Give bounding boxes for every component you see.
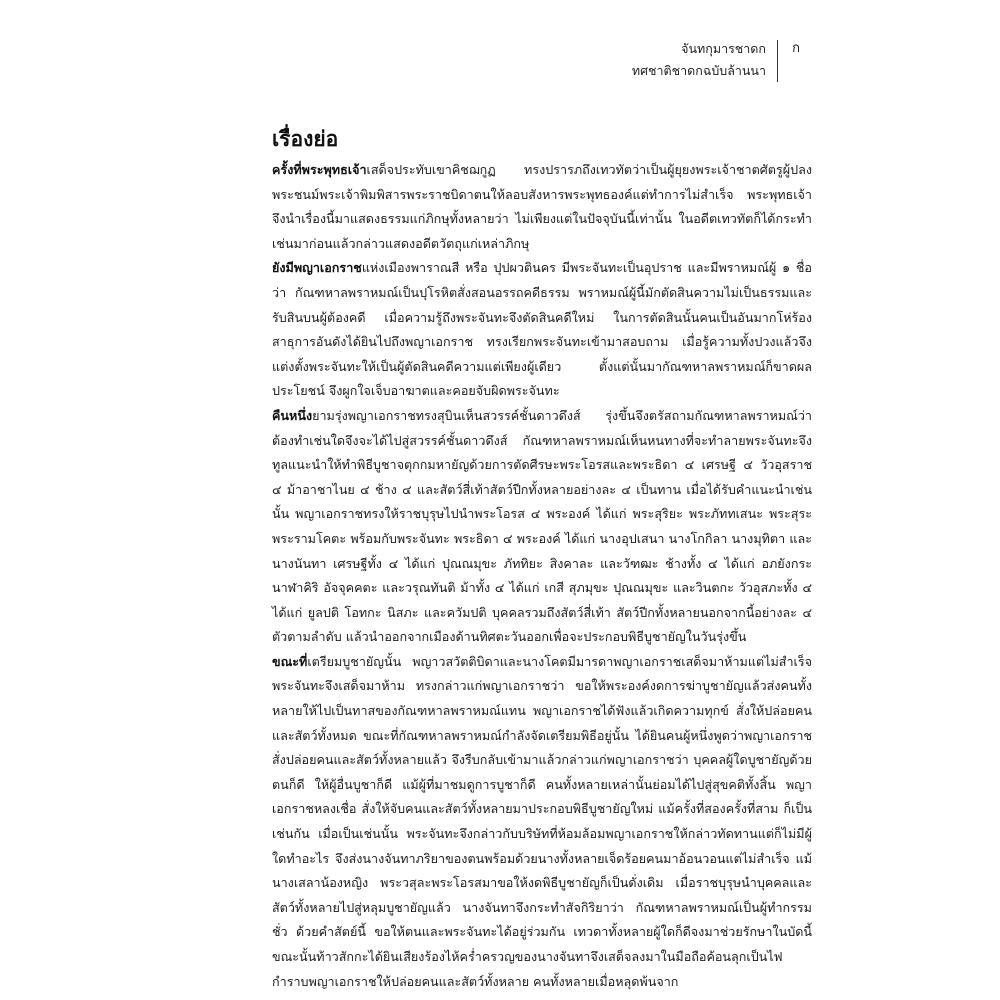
paragraph-body: แห่งเมืองพาราณสี หรือ ปุปผวตินคร มีพระจันทะเป็นอุปราช และมีพราหมณ์ผู้ ๑ ชื่อว่า กัณฑหาลพราหมณ์เป็นปุโรหิตสั่งสอนอรรถคดีธรรม พราหมณ์ผู้นี้มักตัดสินความไม่เป็นธรรมและรับสินบนผู้ต้องคดี เมื่อความรู้ถึงพระจันทะจึงตัดสินคดีใหม่ ในการตัดสินนั้นคนเป็นอันมากโห่ร้องสาธุการอันดังได้ยินไปถึงพญาเอกราช ทรงเรียกพระจันทะเข้ามาสอบถาม เมื่อรู้ความทั้งปวงแล้วจึงแต่งตั้งพระจันทะให้เป็นผู้ตัดสินคดีความแต่เพียงผู้เดียว ตั้งแต่นั้นมากัณฑหาลพราหมณ์ก็ขาดผลประโยชน์ จึงผูกใจเจ็บอาฆาตและคอยจับผิดพระจันทะ [272, 260, 812, 399]
paragraph-2 [272, 256, 812, 404]
paragraph-3 [272, 404, 812, 650]
header-series-title: ทศชาติชาดกฉบับล้านนา [631, 63, 766, 78]
header-book-title: จันทกุมารชาดก [681, 41, 766, 56]
paragraph-1 [272, 158, 812, 256]
paragraph-body: เสด็จประทับเขาคิชฌกูฏ ทรงปรารภถึงเทวทัตว่าเป็นผู้ยุยงพระเจ้าชาตศัตรูผู้ปลงพระชนม์พระเจ้าพิมพิสารพระราชบิดาตนให้ลอบสังหารพระพุทธองค์แต่ทำการไม่สำเร็จ พระพุทธเจ้าจึงนำเรื่องนี้มาแสดงธรรมแก่ภิกษุทั้งหลายว่า ไม่เพียงแต่ในปัจจุบันนี้เท่านั้น ในอดีตเทวทัตก็ได้กระทำเช่นมาก่อนแล้วกล่าวแสดงอดีตวัตถุแก่เหล่าภิกษุ [272, 162, 812, 251]
paragraph-4 [272, 650, 812, 994]
paragraph-lead: ครั้งที่พระพุทธเจ้า [272, 162, 367, 177]
running-header [600, 38, 800, 82]
paragraph-lead: ยังมีพญาเอกราช [272, 260, 362, 276]
header-divider [777, 40, 778, 82]
paragraph-lead: คืนหนึ่ง [272, 407, 313, 423]
paragraph-body: ยามรุ่งพญาเอกราชทรงสุบินเห็นสวรรค์ชั้นดาวดึงส์ รุ่งขึ้นจึงตรัสถามกัณฑหาลพราหมณ์ว่าต้องทำเช่นใดจึงจะได้ไปสู่สวรรค์ชั้นดาวดึงส์ กัณฑหาลพราหมณ์เห็นหนทางที่จะทำลายพระจันทะจึงทูลแนะนำให้ทำพิธีบูชาจตุกกมหายัญด้วยการตัดศีรษะพระโอรสและพระธิดา ๔ เศรษฐี ๔ วัวอุสราช ๔ ม้าอาชาไนย ๔ ช้าง ๔ และสัตว์สี่เท้าสัตว์ปีกทั้งหลายอย่างละ ๔ เป็นทาน เมื่อได้รับคำแนะนำเช่นนั้น พญาเอกราชทรงให้ราชบุรุษไปนำพระโอรส ๔ พระองค์ ได้แก่ พระสุริยะ พระภัททเสนะ พระสุระ พระรามโคตะ พร้อมกับพระจันทะ พระธิดา ๔ พระองค์ ได้แก่ นางอุปเสนา นางโกกิลา นางมุทิตา และนางนันทา เศรษฐีทั้ง ๔ ได้แก่ ปุณณมุขะ ภัททิยะ สิงคาละ และวัฑฒะ ช้างทั้ง ๔ ได้แก่ อภยังกระ นาฬาคิริ อัจจุคคตะ และวรุณทันติ ม้าทั้ง ๔ ได้แก่ เกสี สุภมุขะ ปุณณมุขะ และวินตกะ วัวอุสภะทั้ง ๔ ได้แก่ ยูลปติ โอทกะ นิสภะ และควัมปติ บุคคลรวมถึงสัตว์สี่เท้า สัตว์ปีกทั้งหลายนอกจากนี้อย่างละ ๔ ตัวตามลำดับ แล้วนำออกจากเมืองด้านทิศตะวันออกเพื่อจะประกอบพิธีบูชายัญในวันรุ่งขึ้น [272, 407, 812, 645]
header-titles [632, 38, 766, 82]
page-content [272, 124, 812, 994]
section-title: เรื่องย่อ [272, 127, 339, 151]
page-number: ก [792, 41, 800, 56]
paragraph-body: เตรียมบูชายัญนั้น พญาวสวัตติบิดาและนางโคตมีมารดาพญาเอกราชเสด็จมาห้ามแต่ไม่สำเร็จพระจันทะจึงเสด็จมาห้าม ทรงกล่าวแก่พญาเอกราชว่า ขอให้พระองค์งดการฆ่าบูชายัญแล้วส่งคนทั้งหลายให้ไปเป็นทาสของกัณฑหาลพราหมณ์แทน พญาเอกราชได้ฟังแล้วเกิดความทุกข์ สั่งให้ปล่อยคนและสัตว์ทั้งหมด ขณะที่กัณฑหาลพราหมณ์กำลังจัดเตรียมพิธีอยู่นั้น ได้ยินคนผู้หนึ่งพูดว่าพญาเอกราชสั่งปล่อยคนและสัตว์ทั้งหลายแล้ว จึงรีบกลับเข้ามาแล้วกล่าวแก่พญาเอกราชว่า บุคคลผู้ใดบูชายัญด้วยตนก็ดี ให้ผู้อื่นบูชาก็ดี แม้ผู้ที่มาชมดูการบูชาก็ดี คนทั้งหลายเหล่านั้นย่อมได้ไปสู่สุขคติทั้งสิ้น พญาเอกราชหลงเชื่อ สั่งให้จับคนและสัตว์ทั้งหลายมาประกอบพิธีบูชายัญใหม่ แม้ครั้งที่สองครั้งที่สาม ก็เป็นเช่นกัน เมื่อเป็นเช่นนั้น พระจันทะจึงกล่าวกับบริษัทที่ห้อมล้อมพญาเอกราชให้กล่าวทัดทานแต่ก็ไม่มีผู้ใดทำอะไร จึงส่งนางจันทาภริยาของตนพร้อมด้วยนางทั้งหลายเจ็ดร้อยคนมาอ้อนวอนแต่ไม่สำเร็จ แม้นางเสลาน้องหญิง พระวสุละพระโอรสมาขอให้งดพิธีบูชายัญก็เป็นดั่งเดิม เมื่อราชบุรุษนำบุคคลและสัตว์ทั้งหลายไปสู่หลุมบูชายัญแล้ว นางจันทาจึงกระทำสัจกิริยาว่า กัณฑหาลพราหมณ์เป็นผู้ทำกรรมชั่ว ด้วยคำสัตย์นี้ ขอให้ตนและพระจันทะได้อยู่ร่วมกัน เทวดาทั้งหลายผู้ใดก็ดีจงมาช่วยรักษาในบัดนี้ ขณะนั้นท้าวสักกะได้ยินเสียงร้องไห้คร่ำครวญของนางจันทาจึงเสด็จลงมาในมือถือค้อนลุกเป็นไฟ กำราบพญาเอกราชให้ปล่อยคนและสัตว์ทั้งหลาย คนทั้งหลายเมื่อหลุดพ้นจาก [272, 653, 812, 989]
paragraph-lead: ขณะที่ [272, 653, 308, 669]
